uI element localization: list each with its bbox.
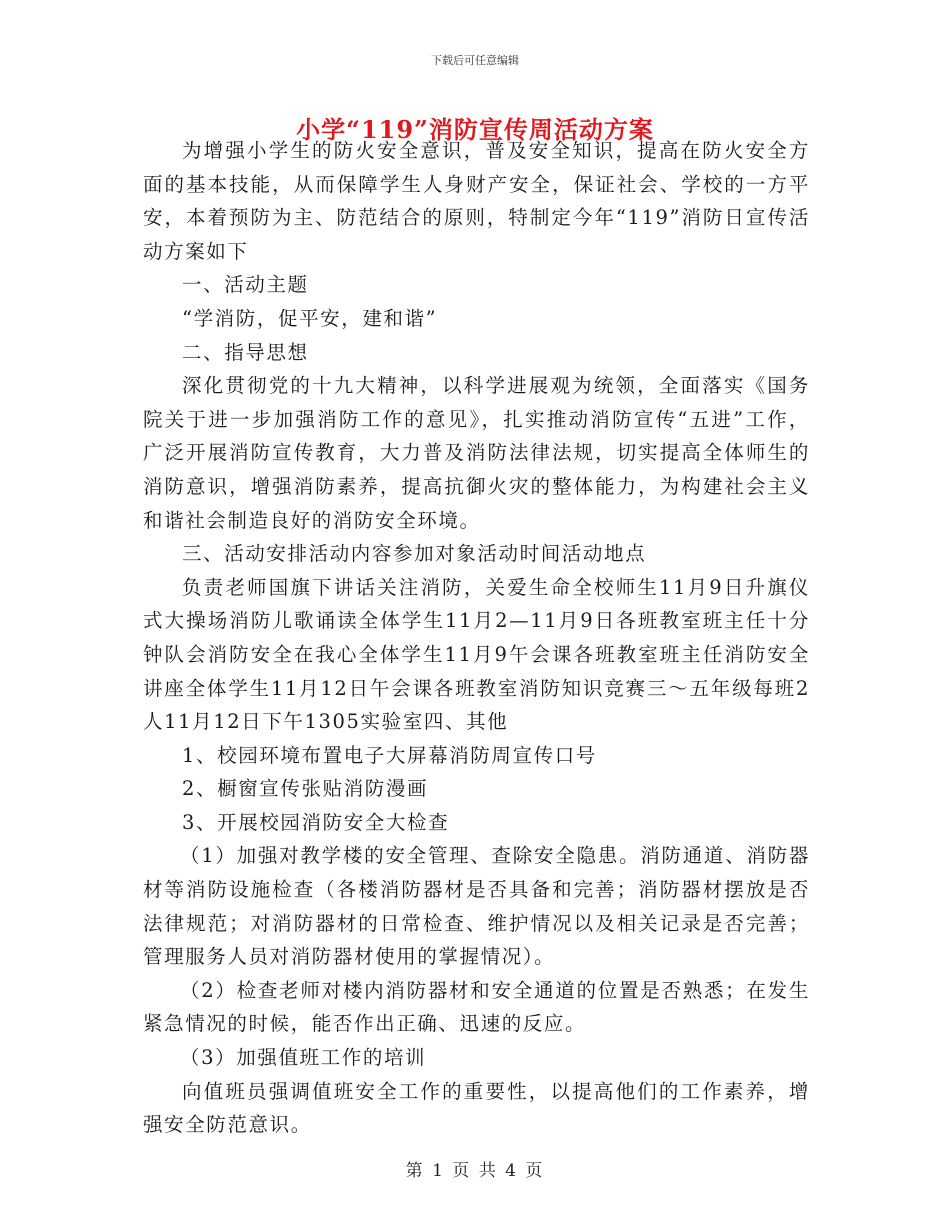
- list-item-2: 2、橱窗宣传张贴消防漫画: [182, 777, 429, 801]
- document-title: 小学“119”消防宣传周活动方案: [296, 115, 654, 144]
- sub-item-2: （2）检查老师对楼内消防器材和安全通道的位置是否熟悉；在发生紧急情况的时候，能否作出正确、迅速的反应。: [143, 978, 810, 1036]
- document-body: [143, 134, 810, 1142]
- heading-activity-theme: 一、活动主题: [182, 273, 309, 297]
- paragraph-duty-training: 向值班员强调值班安全工作的重要性，以提高他们的工作素养，增强安全防范意识。: [143, 1079, 810, 1137]
- sub-item-1: （1）加强对教学楼的安全管理、查除安全隐患。消防通道、消防器材等消防设施检查（各楼消防器材是否具备和完善；消防器材摆放是否法律规范；对消防器材的日常检查、维护情况以及相关记录是否完善；管理服务人员对消防器材使用的掌握情况）。: [143, 844, 810, 969]
- paragraph-intro: 为增强小学生的防火安全意识，普及安全知识，提高在防火安全方面的基本技能，从而保障学生人身财产安全，保证社会、学校的一方平安，本着预防为主、防范结合的原则，特制定今年“119”消防日宣传活动方案如下: [143, 139, 810, 263]
- heading-activity-arrangement: 三、活动安排活动内容参加对象活动时间活动地点: [182, 542, 647, 566]
- heading-guiding-ideology: 二、指导思想: [182, 340, 309, 364]
- list-item-3: 3、开展校园消防安全大检查: [182, 810, 450, 834]
- header-note: 下载后可任意编辑: [431, 54, 519, 67]
- paragraph-activity-arrangement: 负责老师国旗下讲话关注消防，关爱生命全校师生11月9日升旗仪式大操场消防儿歌诵读全体学生11月2—11月9日各班教室班主任十分钟队会消防安全在我心全体学生11月9午会课各班教室班主任消防安全讲座全体学生11月12日午会课各班教室消防知识竞赛三～五年级每班2人11月12日下午1305实验室四、其他: [143, 575, 810, 734]
- page-number: 第 1 页 共 4 页: [405, 1161, 545, 1181]
- paragraph-guiding-ideology: 深化贯彻党的十九大精神，以科学进展观为统领，全面落实《国务院关于进一步加强消防工作的意见》，扎实推动消防宣传“五进”工作，广泛开展消防宣传教育，大力普及消防法律法规，切实提高全体师生的消防意识，增强消防素养，提高抗御火灾的整体能力，为构建社会主义和谐社会制造良好的消防安全环境。: [143, 374, 810, 532]
- sub-item-3: （3）加强值班工作的培训: [180, 1046, 427, 1070]
- paragraph-theme-slogan: “学消防，促平安，建和谐”: [182, 306, 438, 330]
- list-item-1: 1、校园环境布置电子大屏幕消防周宣传口号: [182, 743, 597, 767]
